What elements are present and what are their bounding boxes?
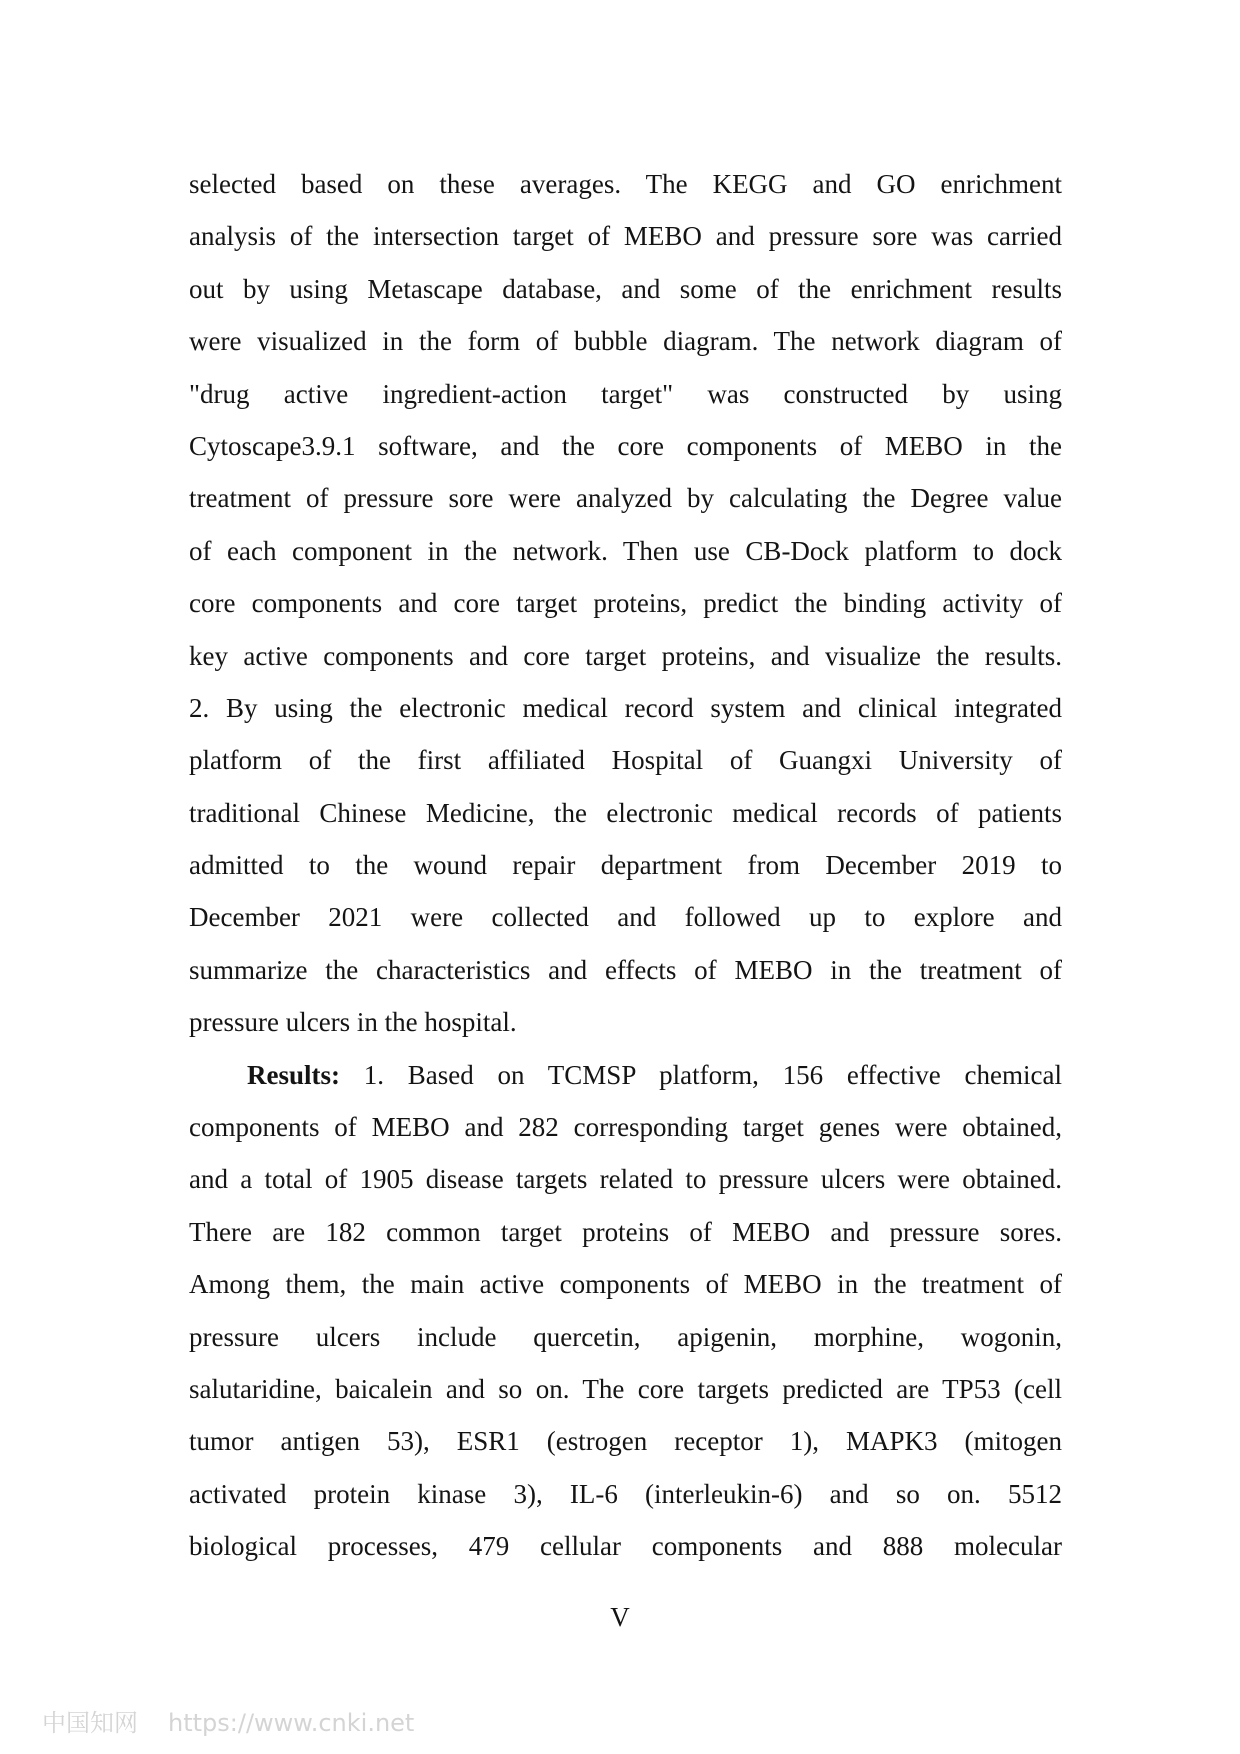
text-line: admitted to the wound repair department from December 2019 to (189, 850, 1062, 881)
text-line: salutaridine, baicalein and so on. The core targets predicted are TP53 (cell (189, 1373, 1062, 1404)
text-line: platform of the first affiliated Hospital of Guangxi University of (189, 745, 1062, 776)
cnki-watermark (42, 1703, 414, 1738)
text-line: Cytoscape3.9.1 software, and the core components of MEBO in the (189, 430, 1062, 461)
page-number: V (610, 1602, 630, 1632)
text-line: Among them, the main active components of MEBO in the treatment of (189, 1269, 1062, 1300)
results-label: Results: (247, 1059, 340, 1090)
text-line: summarize the characteristics and effects of MEBO in the treatment of (189, 954, 1062, 985)
text-line: pressure ulcers in the hospital. (189, 1007, 517, 1038)
text-line: of each component in the network. Then use CB-Dock platform to dock (189, 535, 1062, 566)
text-line: analysis of the intersection target of MEBO and pressure sore was carried (189, 221, 1062, 252)
text-line: were visualized in the form of bubble diagram. The network diagram of (189, 326, 1062, 357)
text-line: "drug active ingredient-action target" was constructed by using (189, 378, 1062, 409)
results-first-line (189, 1049, 1062, 1101)
text-line: activated protein kinase 3), IL-6 (interleukin-6) and so on. 5512 (189, 1478, 1062, 1509)
watermark-url: https://www.cnki.net (168, 1709, 415, 1737)
text-line: pressure ulcers include quercetin, apigenin, morphine, wogonin, (189, 1321, 1062, 1352)
text-line: There are 182 common target proteins of MEBO and pressure sores. (189, 1216, 1062, 1247)
text-line: core components and core target proteins, predict the binding activity of (189, 588, 1062, 619)
text-line: biological processes, 479 cellular components and 888 molecular (189, 1531, 1062, 1562)
document-body (189, 158, 1062, 1573)
text-line: 2. By using the electronic medical record system and clinical integrated (189, 692, 1062, 723)
text-line: out by using Metascape database, and some of the enrichment results (189, 273, 1062, 304)
text-line: December 2021 were collected and followed up to explore and (189, 902, 1062, 933)
text-line: and a total of 1905 disease targets related to pressure ulcers were obtained. (189, 1164, 1062, 1195)
text-line: traditional Chinese Medicine, the electronic medical records of patients (189, 797, 1062, 828)
watermark-brand: 中国知网 (42, 1709, 138, 1737)
text-line: tumor antigen 53), ESR1 (estrogen receptor 1), MAPK3 (mitogen (189, 1426, 1062, 1457)
results-text: 1. Based on TCMSP platform, 156 effective chemical (363, 1059, 1062, 1090)
text-line: components of MEBO and 282 corresponding target genes were obtained, (189, 1112, 1062, 1143)
text-line: selected based on these averages. The KEGG and GO enrichment (189, 169, 1062, 199)
text-line: treatment of pressure sore were analyzed by calculating the Degree value (189, 483, 1062, 514)
text-line: key active components and core target proteins, and visualize the results. (189, 640, 1062, 671)
